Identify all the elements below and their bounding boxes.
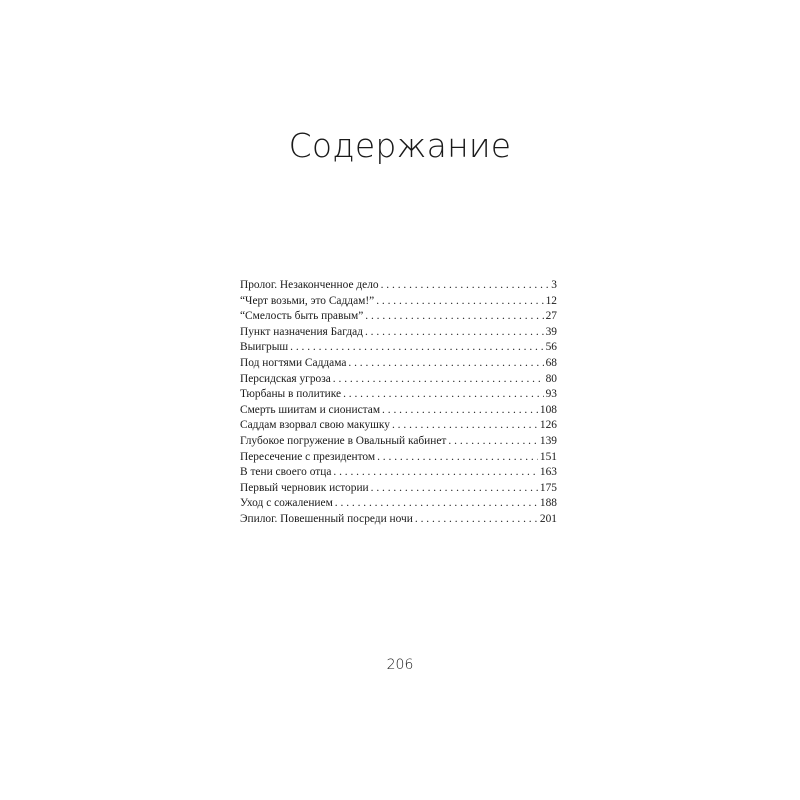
dot-leader	[333, 372, 544, 388]
toc-entry-title: Пересечение с президентом	[240, 450, 376, 463]
toc-entry-title: Тюрбаны в политике	[240, 388, 342, 401]
toc-entry	[240, 372, 557, 388]
toc-entry-page: 175	[539, 481, 557, 494]
toc-entry-title: Пролог. Незаконченное дело	[240, 279, 379, 291]
toc-entry	[240, 325, 557, 341]
dot-leader	[392, 418, 538, 434]
toc-entry	[240, 403, 557, 419]
toc-entry-title: “Смелость быть правым”	[240, 310, 364, 323]
dot-leader	[371, 481, 538, 497]
toc-entry	[240, 294, 557, 310]
dot-leader	[348, 356, 543, 372]
toc-entry	[240, 340, 557, 356]
dot-leader	[376, 294, 543, 310]
toc-entry-page: 27	[545, 310, 557, 323]
toc-entry-page: 93	[545, 388, 557, 401]
toc-entry	[240, 481, 557, 497]
dot-leader	[382, 403, 538, 419]
toc-entry	[240, 465, 557, 481]
dot-leader	[448, 434, 537, 450]
toc-entry	[240, 450, 557, 466]
dot-leader	[290, 340, 543, 356]
toc-entry	[240, 418, 557, 434]
toc-entry-page: 139	[539, 434, 557, 447]
toc-entry	[240, 434, 557, 450]
toc-entry-page: 188	[539, 497, 557, 510]
toc-entry-page: 201	[539, 512, 557, 525]
toc-entry-title: Первый черновик истории	[240, 481, 369, 494]
dot-leader	[365, 309, 543, 325]
toc-entry-title: В тени своего отца	[240, 466, 332, 479]
page-title: Содержание	[288, 126, 512, 165]
page-number: 206	[386, 657, 414, 673]
toc-entry-title: Эпилог. Повешенный посреди ночи	[240, 512, 413, 525]
dot-leader	[333, 465, 538, 481]
dot-leader	[335, 496, 538, 512]
toc-entry-page: 39	[545, 325, 557, 338]
toc-entry	[240, 387, 557, 403]
toc-entry	[240, 278, 557, 294]
toc-entry-page: 80	[545, 372, 557, 385]
toc-entry-page: 126	[539, 419, 557, 432]
toc-entry-page: 108	[539, 403, 557, 416]
toc-entry	[240, 356, 557, 372]
toc-entry-page: 163	[539, 466, 557, 479]
toc-entry-title: Персидская угроза	[240, 372, 331, 385]
toc-entry-title: Выигрыш	[240, 341, 289, 354]
toc-entry-page: 12	[545, 294, 557, 307]
dot-leader	[377, 450, 538, 466]
toc-entry-title: Уход с сожалением	[240, 497, 333, 510]
dot-leader	[365, 325, 544, 341]
table-of-contents	[240, 278, 557, 528]
toc-entry-page: 56	[545, 341, 557, 354]
dot-leader	[343, 387, 544, 403]
toc-entry-title: “Черт возьми, это Саддам!”	[240, 294, 375, 307]
toc-entry-title: Под ногтями Саддама	[240, 356, 347, 369]
toc-entry	[240, 512, 557, 528]
toc-entry-title: Пункт назначения Багдад	[240, 325, 363, 338]
dot-leader	[415, 512, 538, 528]
toc-entry-page: 3	[551, 279, 557, 291]
toc-entry-page: 151	[539, 450, 557, 463]
toc-entry-page: 68	[545, 356, 557, 369]
dot-leader	[381, 278, 550, 294]
toc-entry	[240, 309, 557, 325]
toc-entry-title: Саддам взорвал свою макушку	[240, 419, 390, 432]
toc-entry-title: Глубокое погружение в Овальный кабинет	[240, 434, 447, 447]
toc-entry	[240, 496, 557, 512]
toc-entry-title: Смерть шиитам и сионистам	[240, 403, 381, 416]
